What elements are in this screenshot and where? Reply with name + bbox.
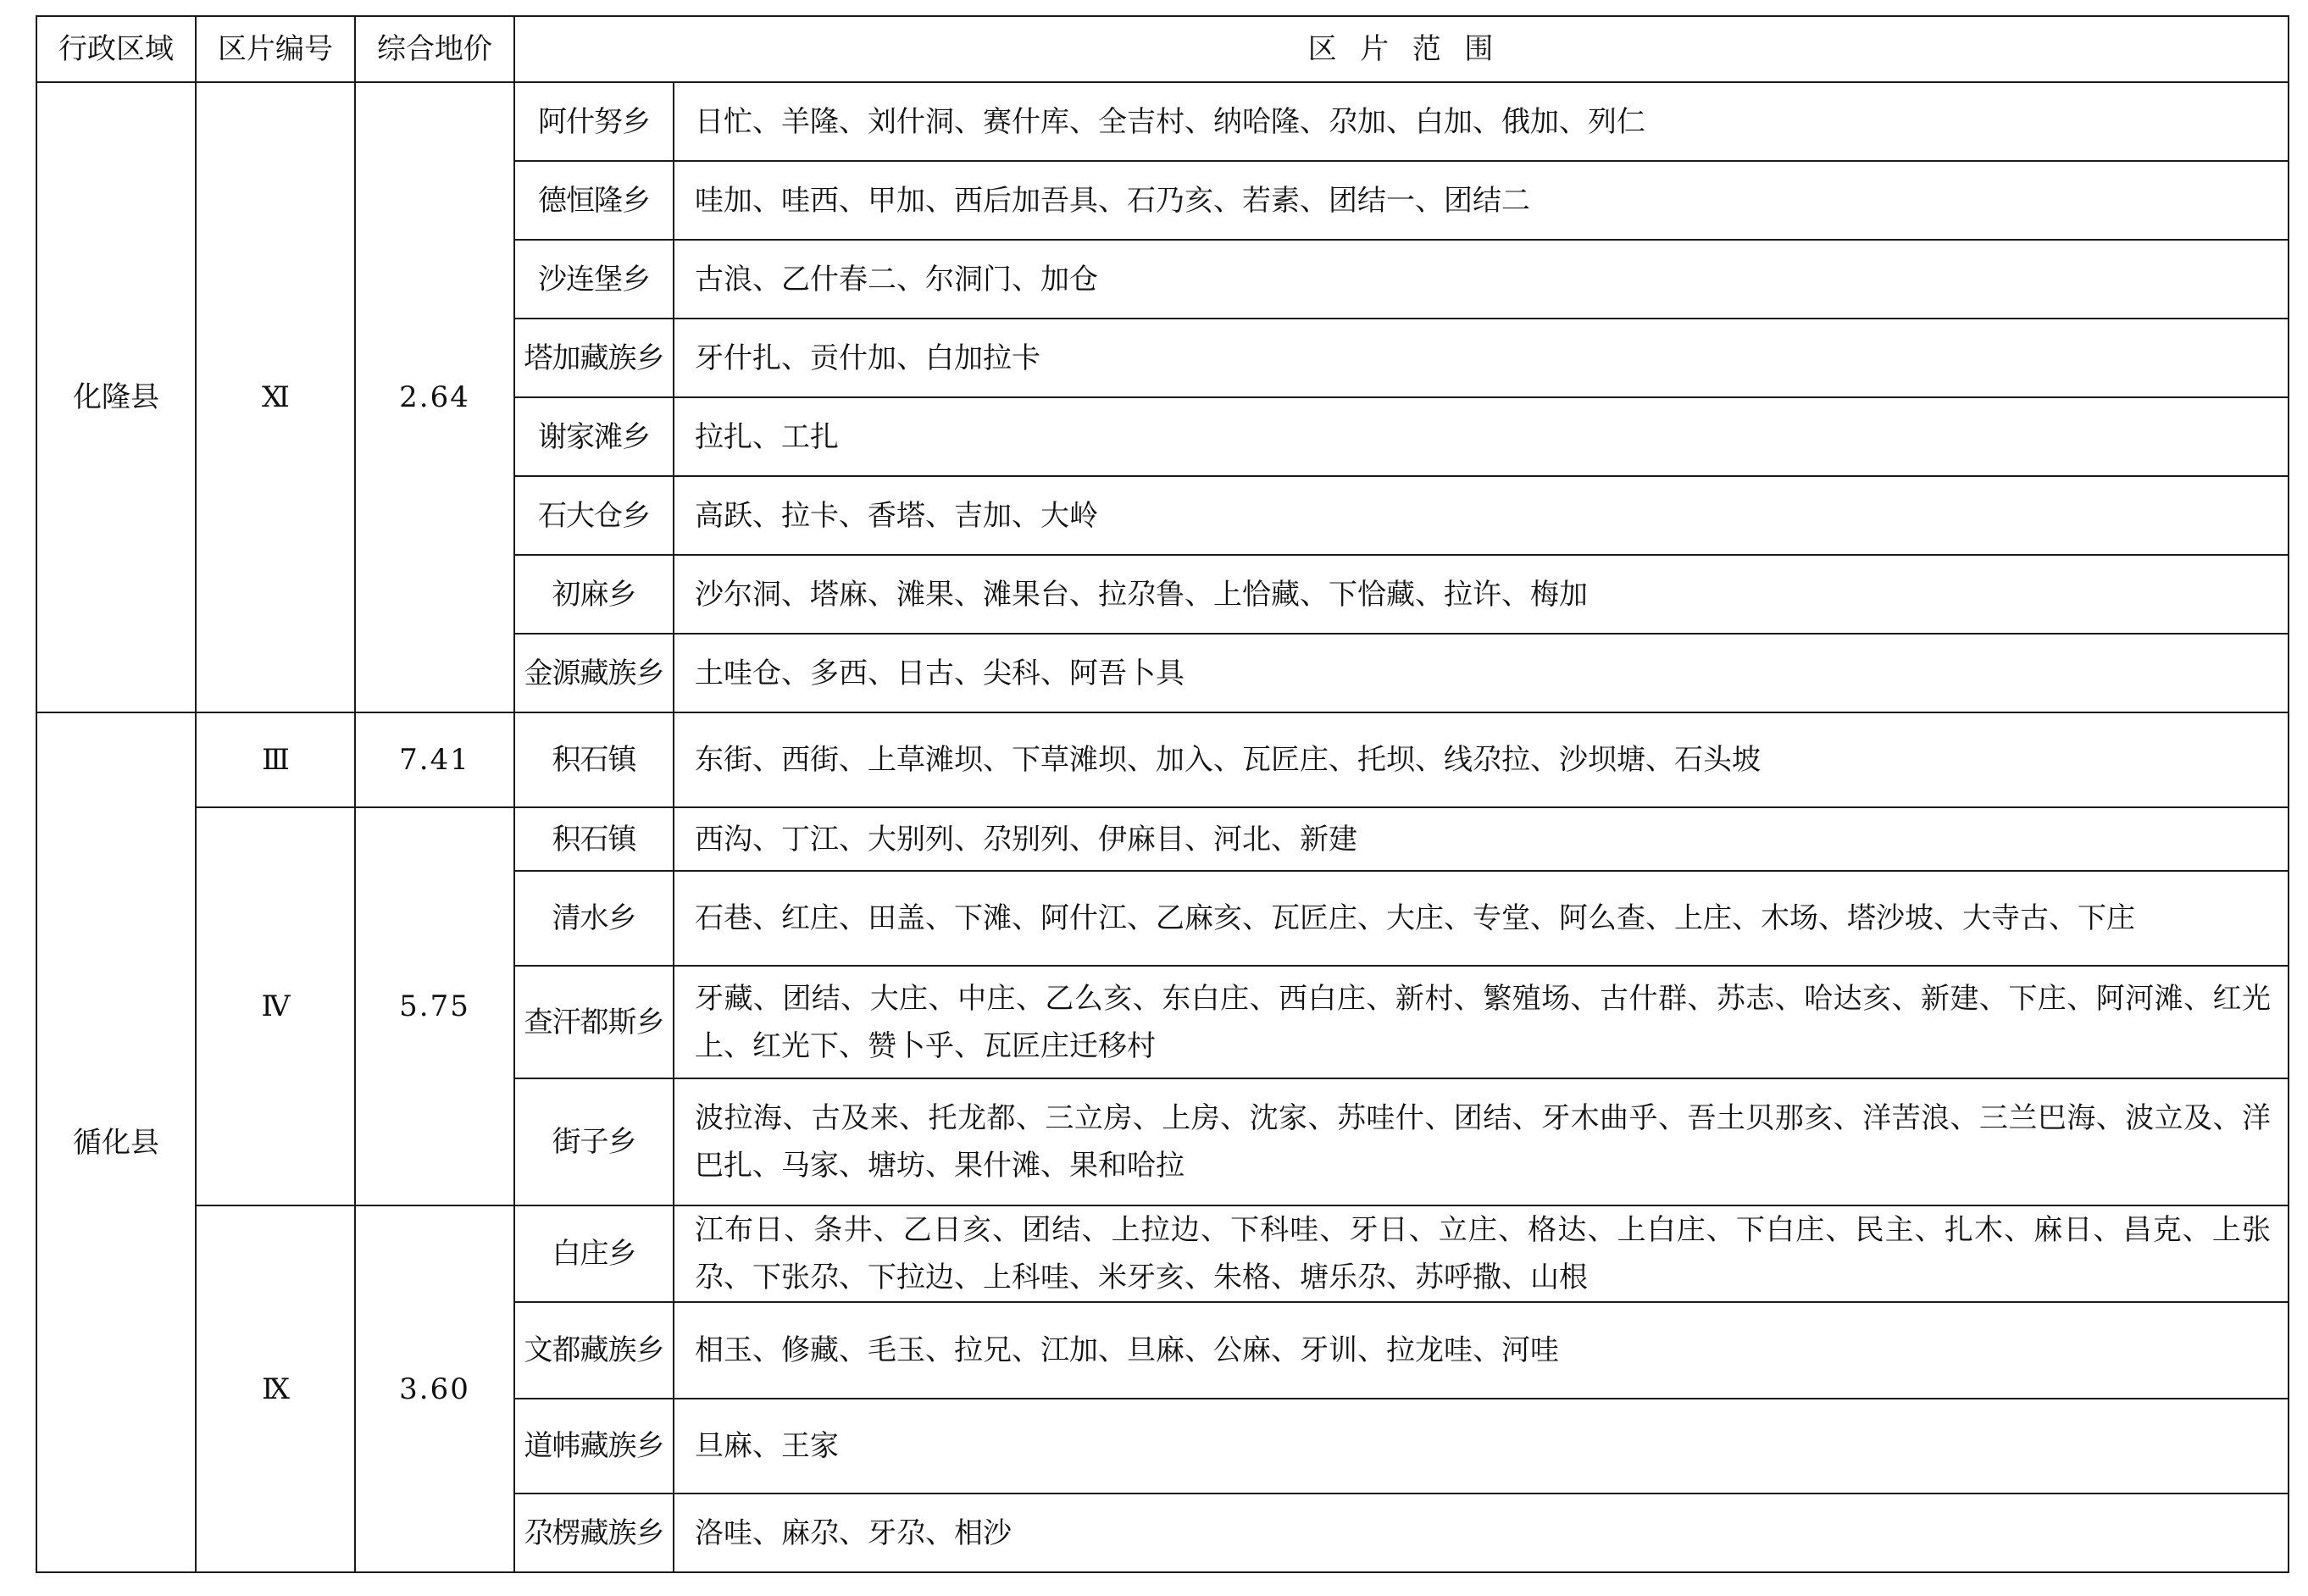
- header-region: 行政区域: [36, 16, 196, 82]
- price-cell: 3.60: [355, 1205, 514, 1572]
- township-cell: 尕楞藏族乡: [514, 1493, 674, 1572]
- header-price: 综合地价: [355, 16, 514, 82]
- township-cell: 文都藏族乡: [514, 1302, 674, 1399]
- township-cell: 沙连堡乡: [514, 240, 674, 319]
- table-row: [36, 712, 2289, 807]
- price-cell: 5.75: [355, 807, 514, 1205]
- township-cell: 阿什努乡: [514, 82, 674, 161]
- zone-code-cell: Ⅲ: [196, 712, 355, 807]
- table-row: [36, 82, 2289, 161]
- header-row: [36, 16, 2289, 82]
- price-cell: 2.64: [355, 82, 514, 712]
- township-cell: 积石镇: [514, 712, 674, 807]
- villages-cell: 拉扎、工扎: [674, 397, 2289, 476]
- villages-cell: 江布日、条井、乙日亥、团结、上拉边、下科哇、牙日、立庄、格达、上白庄、下白庄、民主、扎木、麻日、昌克、上张尕、下张尕、下拉边、上科哇、米牙亥、朱格、塘乐尕、苏呼撒、山根: [674, 1205, 2289, 1302]
- township-cell: 清水乡: [514, 871, 674, 966]
- table-header: [36, 16, 2289, 82]
- villages-cell: 日忙、羊隆、刘什洞、赛什库、全吉村、纳哈隆、尕加、白加、俄加、列仁: [674, 82, 2289, 161]
- township-cell: 金源藏族乡: [514, 634, 674, 712]
- villages-cell: 相玉、修藏、毛玉、拉兄、江加、旦麻、公麻、牙训、拉龙哇、河哇: [674, 1302, 2289, 1399]
- price-cell: 7.41: [355, 712, 514, 807]
- table-body: [36, 82, 2289, 1572]
- villages-cell: 东街、西街、上草滩坝、下草滩坝、加入、瓦匠庄、托坝、线尕拉、沙坝塘、石头坡: [674, 712, 2289, 807]
- villages-cell: 土哇仓、多西、日古、尖科、阿吾卜具: [674, 634, 2289, 712]
- region-cell: 化隆县: [36, 82, 196, 712]
- township-cell: 白庄乡: [514, 1205, 674, 1302]
- township-cell: 道帏藏族乡: [514, 1399, 674, 1493]
- villages-cell: 西沟、丁江、大别列、尕别列、伊麻目、河北、新建: [674, 807, 2289, 871]
- villages-cell: 高跃、拉卡、香塔、吉加、大岭: [674, 476, 2289, 555]
- villages-cell: 古浪、乙什春二、尔洞门、加仓: [674, 240, 2289, 319]
- township-cell: 德恒隆乡: [514, 161, 674, 240]
- zone-code-cell: Ⅸ: [196, 1205, 355, 1572]
- villages-cell: 牙什扎、贡什加、白加拉卡: [674, 319, 2289, 397]
- township-cell: 石大仓乡: [514, 476, 674, 555]
- header-range: [514, 16, 2289, 82]
- header-range-label: 区 片 范 围: [1307, 32, 1495, 66]
- zone-code-cell: Ⅺ: [196, 82, 355, 712]
- villages-cell: 哇加、哇西、甲加、西后加吾具、石乃亥、若素、团结一、团结二: [674, 161, 2289, 240]
- township-cell: 谢家滩乡: [514, 397, 674, 476]
- villages-cell: 旦麻、王家: [674, 1399, 2289, 1493]
- township-cell: 查汗都斯乡: [514, 966, 674, 1078]
- region-cell: 循化县: [36, 712, 196, 1572]
- villages-cell: 波拉海、古及来、托龙都、三立房、上房、沈家、苏哇什、团结、牙木曲乎、吾土贝那亥、洋苦浪、三兰巴海、波立及、洋巴扎、马家、塘坊、果什滩、果和哈拉: [674, 1078, 2289, 1205]
- villages-cell: 洛哇、麻尕、牙尕、相沙: [674, 1493, 2289, 1572]
- township-cell: 初麻乡: [514, 555, 674, 634]
- township-cell: 积石镇: [514, 807, 674, 871]
- township-cell: 塔加藏族乡: [514, 319, 674, 397]
- zone-code-cell: Ⅳ: [196, 807, 355, 1205]
- township-cell: 街子乡: [514, 1078, 674, 1205]
- villages-cell: 石巷、红庄、田盖、下滩、阿什江、乙麻亥、瓦匠庄、大庄、专堂、阿么查、上庄、木场、塔沙坡、大寺古、下庄: [674, 871, 2289, 966]
- villages-cell: 牙藏、团结、大庄、中庄、乙么亥、东白庄、西白庄、新村、繁殖场、古什群、苏志、哈达亥、新建、下庄、阿河滩、红光上、红光下、赞卜乎、瓦匠庄迁移村: [674, 966, 2289, 1078]
- table-row: [36, 807, 2289, 871]
- table-row: [36, 1205, 2289, 1302]
- header-zone-code: 区片编号: [196, 16, 355, 82]
- villages-cell: 沙尔洞、塔麻、滩果、滩果台、拉尕鲁、上恰藏、下恰藏、拉许、梅加: [674, 555, 2289, 634]
- land-price-table: [36, 15, 2289, 1573]
